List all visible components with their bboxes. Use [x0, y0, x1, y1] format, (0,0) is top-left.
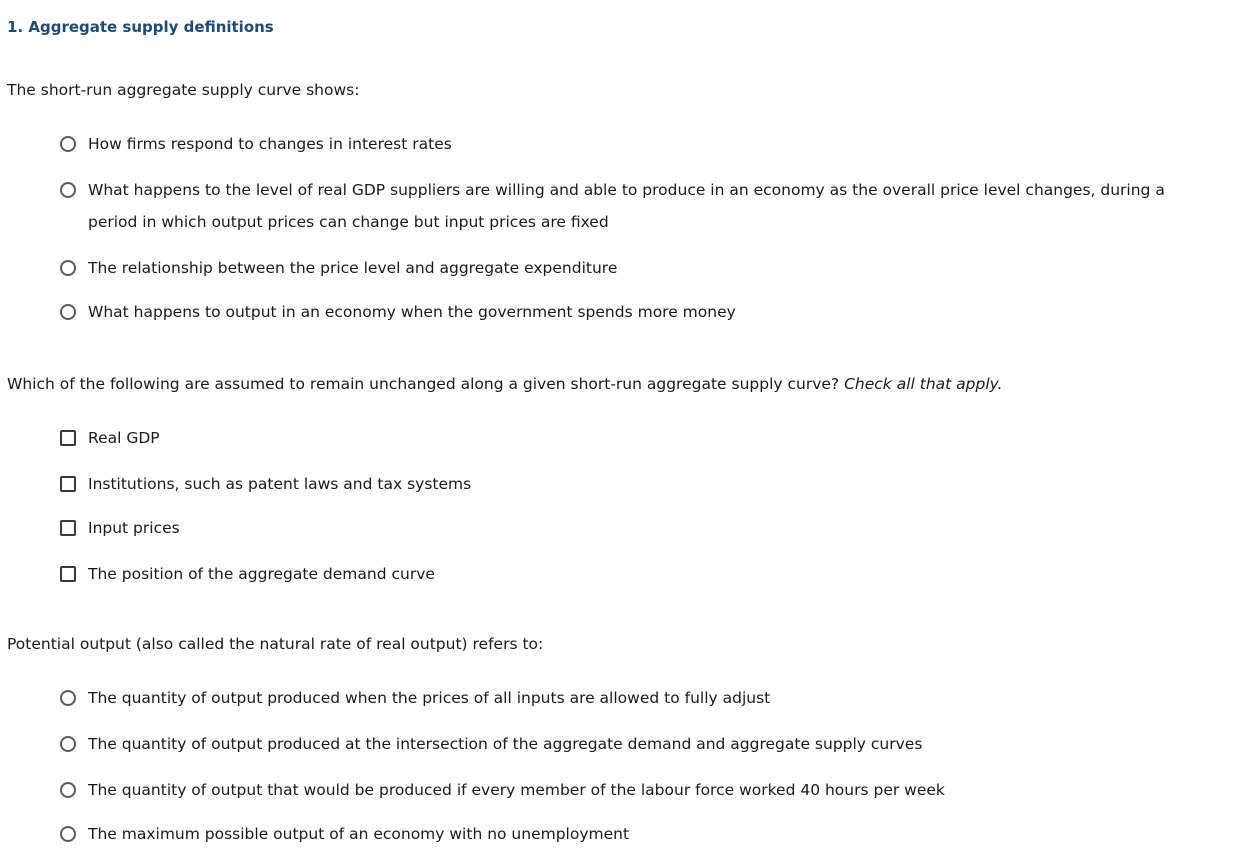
checkbox[interactable] — [60, 476, 76, 492]
checkbox[interactable] — [60, 566, 76, 582]
checkbox[interactable] — [60, 430, 76, 446]
q1-option-3[interactable] — [60, 252, 617, 284]
q3-option-2-label: The quantity of output produced at the intersection of the aggregate demand and aggregate supply curves — [88, 735, 923, 753]
q3-option-3-label: The quantity of output that would be produced if every member of the labour force worked 40 hours per week — [88, 781, 945, 799]
q1-prompt: The short-run aggregate supply curve shows: — [7, 81, 360, 99]
q3-option-4-label: The maximum possible output of an economy with no unemployment — [88, 825, 630, 843]
radio-button[interactable] — [60, 690, 76, 706]
question-title: 1. Aggregate supply definitions — [7, 18, 274, 36]
q2-option-3-label: Input prices — [88, 519, 180, 537]
q2-option-1[interactable] — [60, 422, 160, 454]
q1-option-2-label: What happens to the level of real GDP suppliers are willing and able to produce in an economy as the overall price level changes, during a period in which output prices can change but input prices are fixed — [88, 181, 1165, 231]
q2-option-1-label: Real GDP — [88, 429, 160, 447]
radio-button[interactable] — [60, 182, 76, 198]
q1-option-2[interactable] — [60, 174, 1208, 238]
q2-option-4-label: The position of the aggregate demand curve — [88, 565, 435, 583]
q2-instruction: Check all that apply. — [844, 375, 1003, 393]
q2-option-2-label: Institutions, such as patent laws and tax systems — [88, 475, 472, 493]
radio-button[interactable] — [60, 826, 76, 842]
q1-option-4[interactable] — [60, 296, 736, 328]
q1-option-1-label: How firms respond to changes in interest rates — [88, 135, 452, 153]
q3-option-1-label: The quantity of output produced when the prices of all inputs are allowed to fully adjust — [88, 689, 771, 707]
radio-button[interactable] — [60, 736, 76, 752]
q3-option-4[interactable] — [60, 818, 629, 850]
q3-option-3[interactable] — [60, 774, 945, 806]
q2-option-3[interactable] — [60, 512, 180, 544]
q2-prompt — [7, 374, 1003, 394]
q1-option-4-label: What happens to output in an economy when the government spends more money — [88, 303, 736, 321]
q1-option-1[interactable] — [60, 128, 452, 160]
radio-button[interactable] — [60, 782, 76, 798]
q3-prompt: Potential output (also called the natural rate of real output) refers to: — [7, 635, 544, 653]
q2-prompt-text: Which of the following are assumed to remain unchanged along a given short-run aggregate supply curve? — [7, 375, 840, 393]
q1-option-3-label: The relationship between the price level and aggregate expenditure — [88, 259, 618, 277]
q2-option-2[interactable] — [60, 468, 471, 500]
radio-button[interactable] — [60, 304, 76, 320]
checkbox[interactable] — [60, 520, 76, 536]
q2-option-4[interactable] — [60, 558, 435, 590]
q3-option-1[interactable] — [60, 682, 770, 714]
q3-option-2[interactable] — [60, 728, 922, 760]
radio-button[interactable] — [60, 260, 76, 276]
radio-button[interactable] — [60, 136, 76, 152]
